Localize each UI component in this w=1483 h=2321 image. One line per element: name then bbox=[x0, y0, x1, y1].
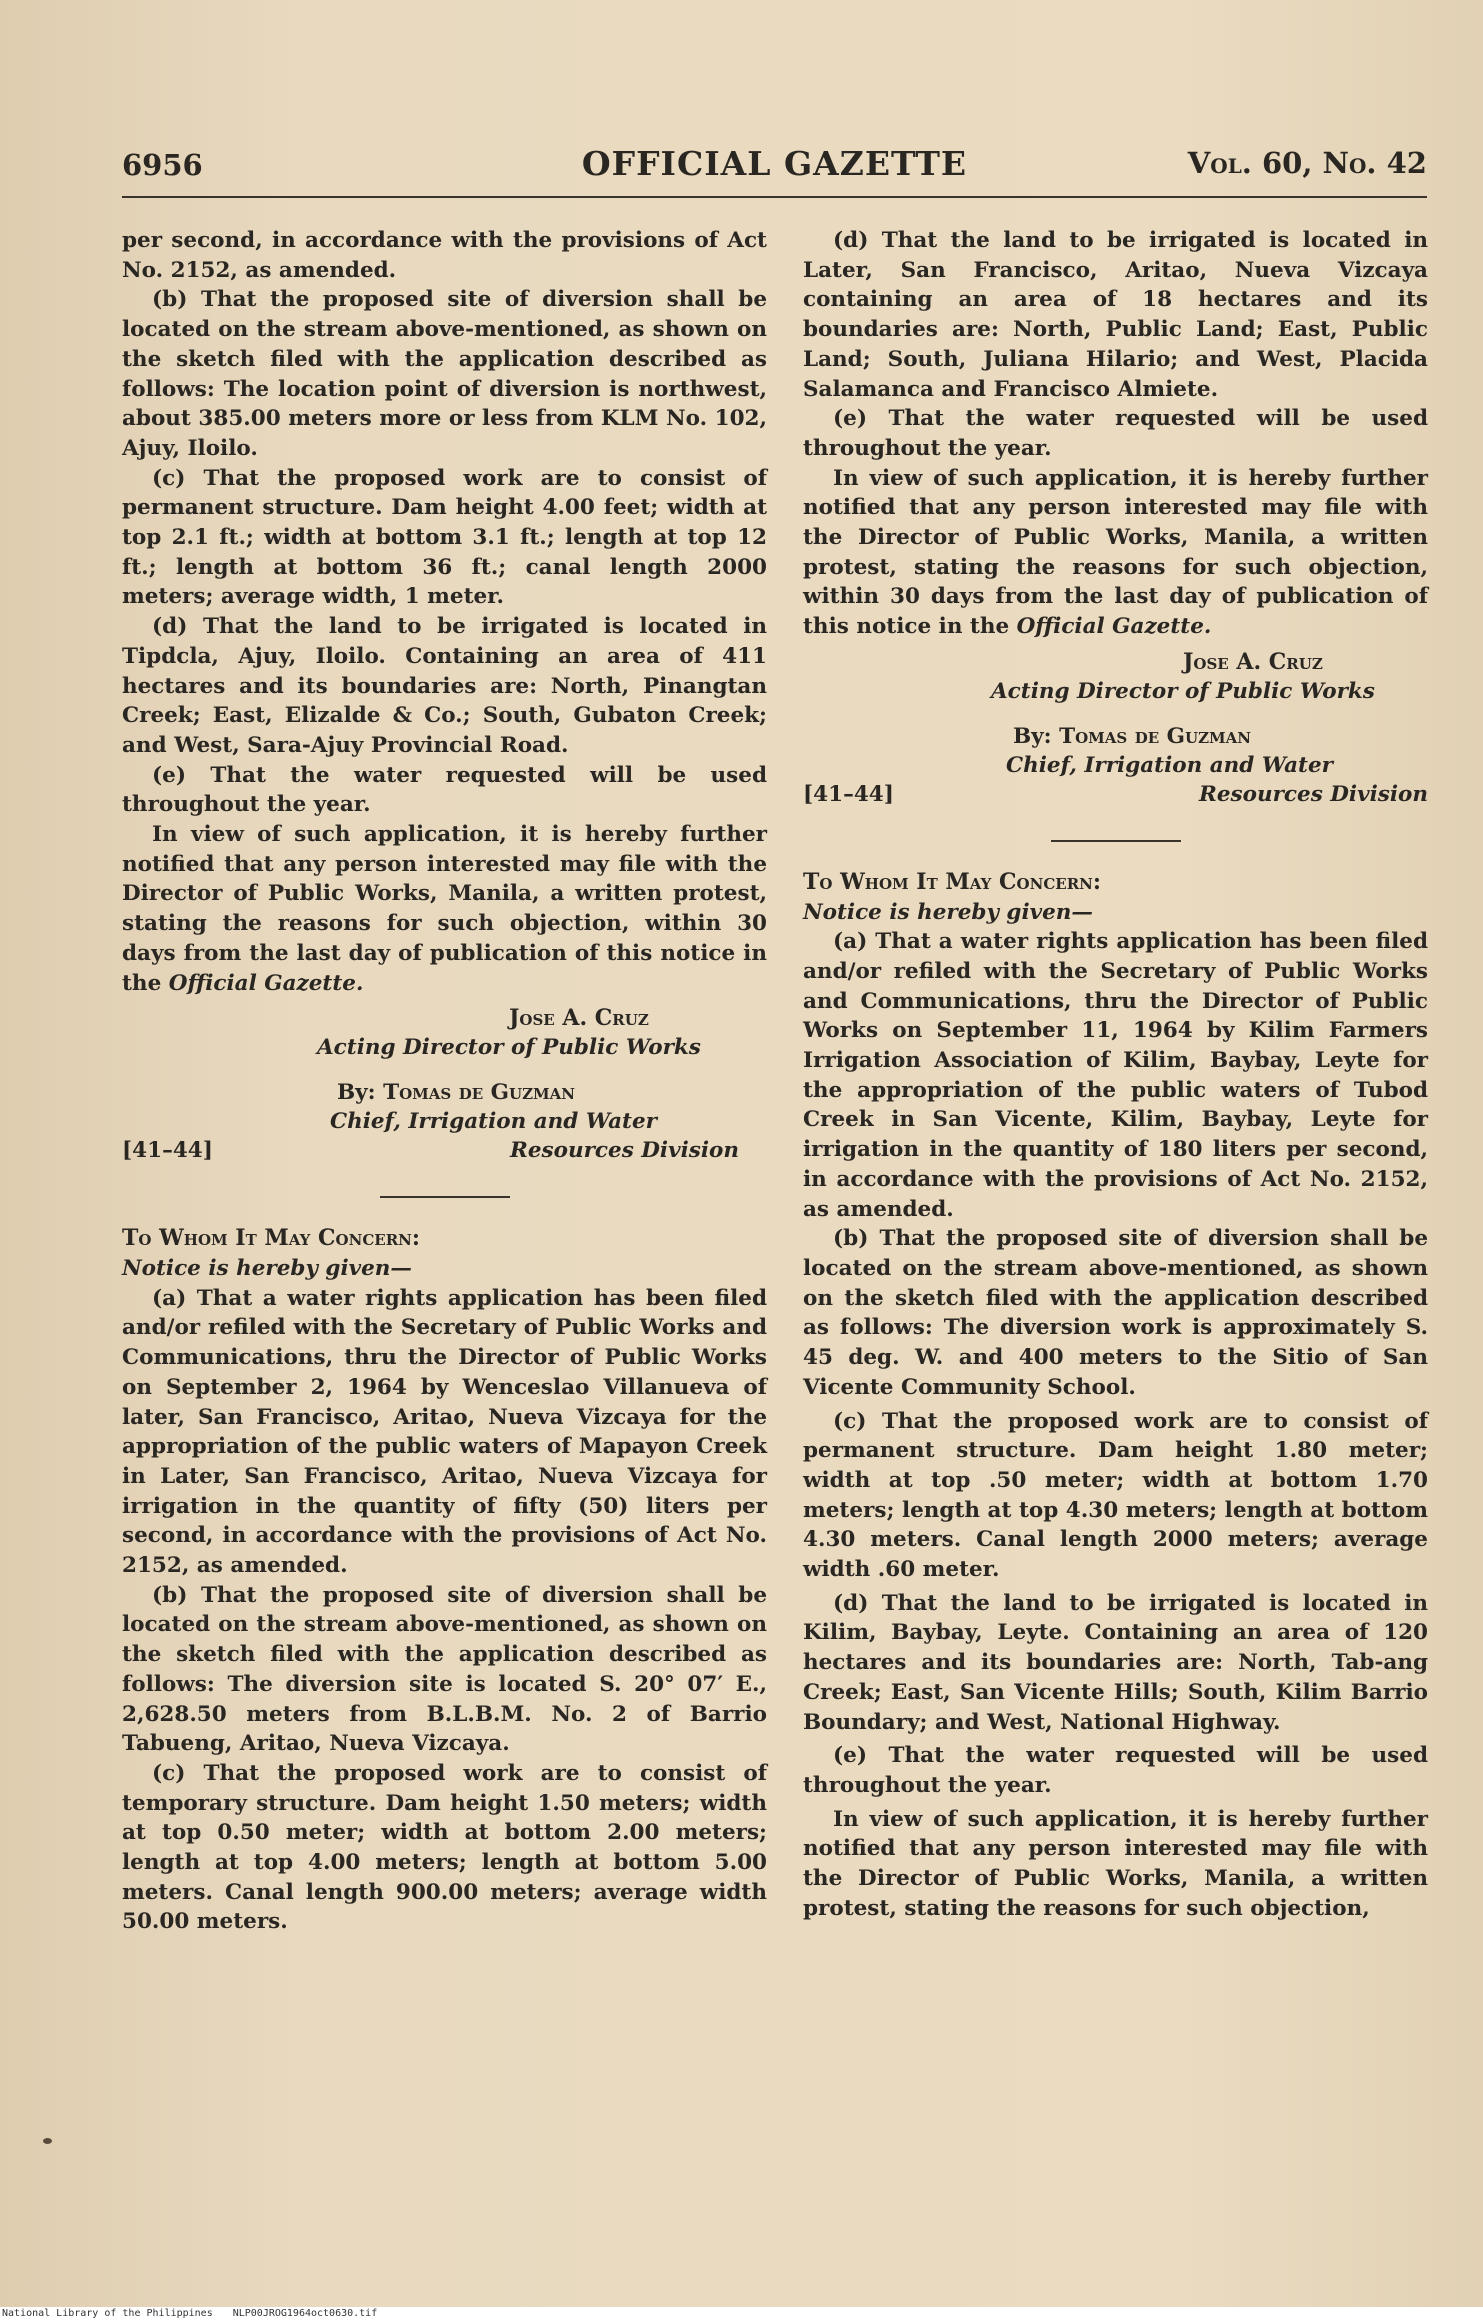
paragraph: (d) That the land to be irrigated is located in Tipdcla, Ajuy, Iloilo. Containing an area of 411 hectares and its boundaries are: North, Pinangtan Creek; East, Elizalde & Co.; South, Gubaton Creek; and West, Sara-Ajuy Provincial Road. bbox=[122, 614, 767, 758]
paragraph bbox=[803, 464, 1428, 642]
notice-reference: [41–44] bbox=[122, 1138, 213, 1164]
signature-block bbox=[803, 648, 1428, 807]
library-credit: National Library of the Philippines bbox=[2, 2308, 213, 2319]
paragraph bbox=[122, 820, 767, 998]
paragraph: (a) That a water rights application has been filed and/or refiled with the Secretary of Public Works and Communications, thru the Director of Public Works on September 11, 1964 by Kilim Farmers Irrigation Association of Kilim, Baybay, Leyte for the appropriation of the public waters of Tubod Creek in San Vicente, Kilim, Baybay, Leyte for irrigation in the quantity of 180 liters per second, in accordance with the provisions of Act No. 2152, as amended. bbox=[803, 929, 1428, 1222]
signatory-chief: Chief, Irrigation and Water bbox=[330, 1109, 657, 1135]
page-number: 6956 bbox=[122, 148, 203, 182]
left-column bbox=[122, 226, 767, 1937]
paper-blemish bbox=[43, 2138, 52, 2144]
notice-intro: Notice is hereby given— bbox=[803, 899, 1093, 925]
scan-footer bbox=[0, 2307, 1483, 2321]
by-label: By: bbox=[1013, 723, 1052, 749]
notice-heading: To Whom It May Concern: bbox=[803, 868, 1101, 895]
paragraph: (d) That the land to be irrigated is located in Later, San Francisco, Aritao, Nueva Vizcaya containing an area of 18 hectares and its boundaries are: North, Public Land; East, Public Land; South, Juliana Hilario; and West, Placida Salamanca and Francisco Almiete. bbox=[803, 228, 1428, 402]
notice-intro: Notice is hereby given— bbox=[122, 1255, 412, 1281]
paragraph-text: In view of such application, it is hereby further notified that any person interested may file with the Director of Public Works, Manila, a written protest, stating the reasons for such objection, within 30 days from the last day of publication of this notice in the bbox=[803, 465, 1428, 640]
paragraph: (b) That the proposed site of diversion shall be located on the stream above-mentioned, as shown on the sketch filed with the application described as follows: The diversion work is approximately S. 45 deg. W. and 400 meters to the Sitio of San Vicente Community School. bbox=[803, 1226, 1428, 1400]
section-divider bbox=[380, 1196, 510, 1198]
signatory-name: Jose A. Cruz bbox=[509, 1005, 649, 1032]
publication-title: OFFICIAL GAZETTE bbox=[581, 144, 968, 183]
paragraph: (b) That the proposed site of diversion shall be located on the stream above-mentioned, as shown on the sketch filed with the application described as follows: The location point of diversion is northwest, about 385.00 meters more or less from KLM No. 102, Ajuy, Iloilo. bbox=[122, 287, 767, 461]
paragraph: per second, in accordance with the provisions of Act No. 2152, as amended. bbox=[122, 228, 767, 283]
paragraph: In view of such application, it is hereby further notified that any person interested may file with the Director of Public Works, Manila, a written protest, stating the reasons for such objection, bbox=[803, 1806, 1428, 1921]
by-label: By: bbox=[337, 1080, 376, 1106]
notice-reference: [41–44] bbox=[803, 781, 894, 807]
signature-block bbox=[122, 1004, 767, 1164]
paragraph: (a) That a water rights application has been filed and/or refiled with the Secretary of Public Works and Communications, thru the Director of Public Works on September 2, 1964 by Wenceslao Villanueva of later, San Francisco, Aritao, Nueva Vizcaya for the appropriation of the public waters of Mapayon Creek in Later, San Francisco, Aritao, Nueva Vizcaya for irrigation in the quantity of fifty (50) liters per second, in accordance with the provisions of Act No. 2152, as amended. bbox=[122, 1285, 767, 1579]
signatory-by bbox=[1013, 722, 1251, 752]
signatory-by bbox=[337, 1078, 575, 1108]
gazette-emphasis: Official Gazette. bbox=[1016, 614, 1212, 640]
paragraph: (c) That the proposed work are to consist of temporary structure. Dam height 1.50 meters; width at top 0.50 meter; width at bottom 2.00 meters; length at top 4.00 meters; length at bottom 5.00 meters. Canal length 900.00 meters; average width 50.00 meters. bbox=[122, 1760, 767, 1935]
paragraph: (c) That the proposed work are to consist of permanent structure. Dam height 4.00 feet; width at top 2.1 ft.; width at bottom 3.1 ft.; length at top 12 ft.; length at bottom 36 ft.; canal length 2000 meters; average width, 1 meter. bbox=[122, 465, 767, 610]
paragraph: (e) That the water requested will be used throughout the year. bbox=[803, 406, 1428, 461]
by-name: Tomas de Guzman bbox=[383, 1080, 576, 1106]
notice-heading: To Whom It May Concern: bbox=[122, 1225, 420, 1252]
paragraph: (d) That the land to be irrigated is located in Kilim, Baybay, Leyte. Containing an area of 120 hectares and its boundaries are: North, Tab-ang Creek; East, San Vicente Hills; South, Kilim Barrio Boundary; and West, National Highway. bbox=[803, 1590, 1428, 1735]
paragraph-text: In view of such application, it is hereby further notified that any person interested may file with the Director of Public Works, Manila, a written protest, stating the reasons for such objection, within 30 days from the last day of publication of this notice in the bbox=[122, 822, 767, 996]
signatory-chief: Chief, Irrigation and Water bbox=[1006, 752, 1333, 778]
scan-filename: NLP00JROG1964oct0630.tif bbox=[232, 2308, 378, 2319]
section-divider bbox=[1051, 840, 1181, 842]
volume-number: Vol. 60, No. 42 bbox=[1187, 146, 1427, 180]
paragraph: (e) That the water requested will be used throughout the year. bbox=[803, 1743, 1428, 1798]
paragraph: (c) That the proposed work are to consist of permanent structure. Dam height 1.80 meter; width at top .50 meter; width at bottom 1.70 meters; length at top 4.30 meters; length at bottom 4.30 meters. Canal length 2000 meters; average width .60 meter. bbox=[803, 1408, 1428, 1583]
right-column bbox=[803, 226, 1428, 1923]
by-name: Tomas de Guzman bbox=[1059, 723, 1252, 749]
signatory-title: Acting Director of Public Works bbox=[991, 678, 1375, 704]
page-header bbox=[122, 142, 1427, 192]
header-rule bbox=[122, 196, 1427, 198]
signatory-name: Jose A. Cruz bbox=[1183, 648, 1323, 675]
paragraph: (e) That the water requested will be used throughout the year. bbox=[122, 762, 767, 818]
paragraph: (b) That the proposed site of diversion shall be located on the stream above-mentioned, as shown on the sketch filed with the application described as follows: The diversion site is located S. 20° 07′ E., 2,628.50 meters from B.L.B.M. No. 2 of Barrio Tabueng, Aritao, Nueva Vizcaya. bbox=[122, 1582, 767, 1757]
gazette-emphasis: Official Gazette. bbox=[168, 970, 364, 996]
signatory-division: Resources Division bbox=[1198, 781, 1428, 807]
signatory-division: Resources Division bbox=[509, 1138, 739, 1164]
signatory-title: Acting Director of Public Works bbox=[317, 1035, 701, 1061]
